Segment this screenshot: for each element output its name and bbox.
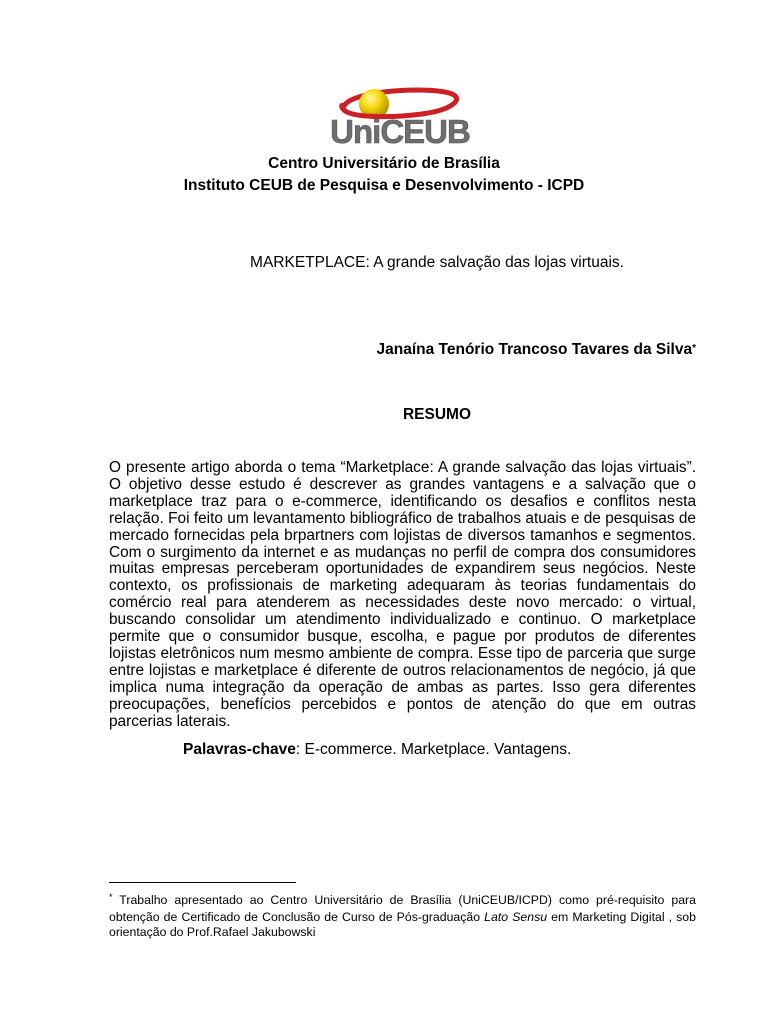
footnote — [109, 893, 696, 941]
keywords-values: E-commerce. Marketplace. Vantagens. — [300, 741, 572, 758]
keywords-separator: : — [295, 741, 301, 758]
author-footnote-mark: * — [692, 343, 696, 354]
keywords-line — [183, 741, 571, 759]
author-line — [377, 341, 696, 361]
footnote-text-part2: em Marketing Digital , sob orientação do Prof.Rafael Jakubowski — [109, 909, 696, 939]
logo-wordmark: UniCEUB — [330, 113, 470, 148]
footnote-divider — [109, 882, 296, 883]
abstract-heading: RESUMO — [402, 406, 472, 423]
institution-name: Centro Universitário de Brasília — [268, 155, 500, 172]
institute-name: Instituto CEUB de Pesquisa e Desenvolvimento - ICPD — [183, 177, 585, 194]
abstract-body: O presente artigo aborda o tema “Marketplace: A grande salvação das lojas virtuais”. O objetivo desse estudo é descrever as grandes vantagens e a salvação que o marketplace traz para o e-commerce, identificando os desafios e conflitos nesta relação. Foi feito um levantamento bibliográfico de trabalhos atuais e de pesquisas de mercado fornecidas pela brpartners com lojistas de diversos tamanhos e segmentos. Com o surgimento da internet e as mudanças no perfil de compra dos consumidores muitas empresas perceberam oportunidades de expandirem seus negócios. Neste contexto, os profissionais de marketing adequaram às teorias fundamentais do comércio real para atenderem as necessidades deste novo mercado: o virtual, buscando consolidar um atendimento individualizado e continuo. O marketplace permite que o consumidor busque, escolha, e pague por produtos de diferentes lojistas eletrônicos num mesmo ambiente de compra. Esse tipo de parceria que surge entre lojistas e marketplace é diferente de outros relacionamentos de negócio, já que implica numa integração da operação de ambas as partes. Isso gera diferentes preocupações, benefícios percebidos e pontos de atenção do que em outras parcerias laterais. — [109, 459, 696, 730]
article-title: MARKETPLACE: A grande salvação das lojas virtuais. — [250, 254, 624, 271]
footnote-italic-term: Lato Sensu — [484, 909, 548, 924]
footnote-text-part1: Trabalho apresentado ao Centro Universitário de Brasília (UniCEUB/ICPD) como pré-requisito para obtenção de Certificado de Conclusão de Curso de Pós-graduação — [109, 893, 696, 924]
uniceub-logo — [312, 86, 488, 148]
author-name: Janaína Tenório Trancoso Tavares da Silva — [376, 341, 693, 358]
keywords-label: Palavras-chave — [183, 741, 296, 758]
footnote-mark: * — [109, 892, 113, 902]
